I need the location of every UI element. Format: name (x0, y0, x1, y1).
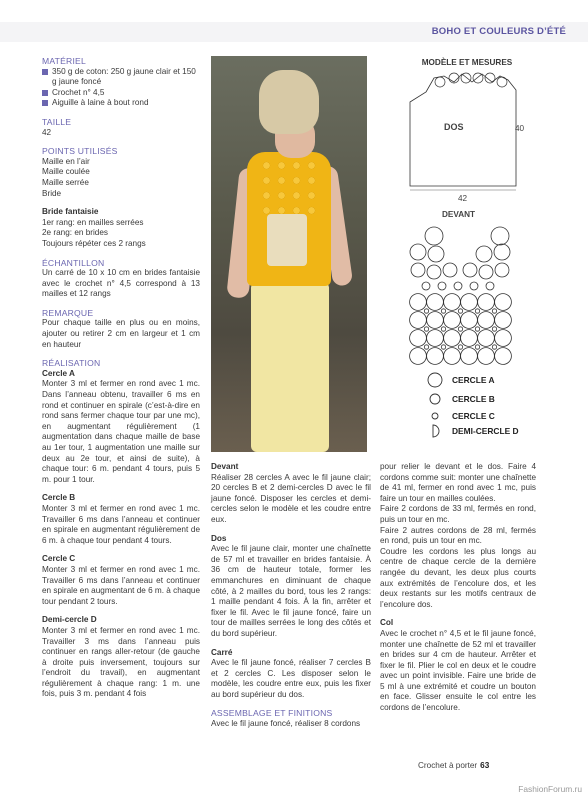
carre-heading: Carré (211, 647, 233, 657)
devant-circle (492, 309, 496, 313)
devant-circle (461, 294, 478, 311)
devant-circle (441, 327, 445, 331)
devant-circle (475, 309, 479, 313)
devant-circle (428, 246, 444, 262)
devant-circle (410, 348, 427, 365)
devant-circle (427, 348, 444, 365)
devant-text: Réaliser 28 cercles A avec le fil jaune clair; 20 cercles B et 2 demi-cercles D avec le fil jaune foncé. Disposer les cercles et demi-cercles selon le modèle et les coudre entre eux. (211, 472, 371, 524)
devant-circle (444, 294, 461, 311)
point-item: Maille en l’air (42, 156, 90, 166)
echantillon-heading: ÉCHANTILLON (42, 257, 105, 268)
devant-circle (495, 294, 512, 311)
height-label: 40 (515, 124, 525, 133)
devant-circle (424, 345, 428, 349)
realisation-heading: RÉALISATION (42, 358, 101, 369)
dos-text: Avec le fil jaune clair, monter une chaînette de 57 ml et travailler en brides fantaisie. À 36 cm de hauteur totale, former les emmanchures en diminuant de chaque côté, à 2 mailles du bord, tous les 2 rangs: 1 maille pendant 4 fois. À la fin, arrêter et fixer le fil. Avec le fil jaune foncé, faire un tour de mailles serrées le long des côtés et du bord supérieur. (211, 544, 371, 638)
magazine-name: Crochet à porter (418, 761, 478, 770)
point-item: Maille serrée (42, 177, 89, 187)
width-label: 42 (458, 194, 468, 203)
point-item: Bride (42, 188, 62, 198)
devant-circle (427, 312, 444, 329)
legend-cercle-a: CERCLE A (426, 372, 495, 388)
devant-circle (495, 312, 512, 329)
materiel-item: Crochet n° 4,5 (42, 88, 200, 99)
devant-circle (463, 263, 477, 277)
page-number: 63 (480, 761, 490, 770)
remarque-text: Pour chaque taille en plus ou en moins, ajouter ou retirer 2 cm en largeur et 1 cm en hauteur (42, 318, 200, 349)
point-item: Maille coulée (42, 167, 90, 177)
dos-top-circles (435, 73, 507, 87)
carre-text: Avec le fil jaune foncé, réaliser 7 cercles B et 2 cercles C. Les disposer selon le modèle, les coudre entre eux, puis les fixer au bord supérieur du dos. (211, 658, 371, 699)
devant-circles (410, 227, 512, 364)
bride-line: 1er rang: en mailles serrées (42, 217, 144, 227)
points-heading: POINTS UTILISÉS (42, 146, 118, 157)
devant-circle (441, 345, 445, 349)
devant-circle (458, 345, 462, 349)
right-column (380, 462, 536, 714)
photo-pants (251, 282, 329, 452)
devant-circle (486, 282, 494, 290)
left-column (42, 56, 200, 700)
bullet-square-icon (42, 69, 48, 75)
cercle-c-text: Monter 3 ml et fermer en rond avec 1 mc. Travailler 6 ms dans l’anneau et continuer en spirale en augmentant de 6 m. à chaque tour pendant 2 tours. (42, 564, 200, 606)
cordons-33-text: Faire 2 cordons de 33 ml, fermés en rond, puis un tour en mc. (380, 504, 536, 524)
devant-circle (443, 263, 457, 277)
devant-circle (479, 265, 493, 279)
materiel-item: Aiguille à laine à bout rond (42, 98, 200, 109)
col-text: Avec le crochet n° 4,5 et le fil jaune foncé, monter une chaînette de 52 ml et travailler en brides sur 4 cm de hauteur. Arrêter et fixer le fil. Plier le col en deux et le coudre avec un point invisible. Faire une bride de 5 ml à une extrémité et coudre un bouton en face. Glisser ensuite le col entre les cordons de l’encolure. (380, 628, 536, 713)
devant-circle (458, 309, 462, 313)
assemblage-heading: ASSEMBLAGE ET FINITIONS (211, 708, 333, 719)
devant-circle (411, 263, 425, 277)
devant-circle (495, 263, 509, 277)
devant-circle (461, 348, 478, 365)
circle-medium-icon (427, 391, 443, 407)
devant-circle (461, 330, 478, 347)
page-footer (418, 761, 489, 770)
devant-circle (410, 330, 427, 347)
photo-shirt-print (267, 214, 307, 266)
cordons-28-text: Faire 2 autres cordons de 28 ml, fermés en rond, puis un tour en mc. (380, 525, 536, 546)
devant-circle (444, 312, 461, 329)
devant-circle (454, 282, 462, 290)
col-heading: Col (380, 618, 394, 628)
devant-circle (491, 227, 509, 245)
bullet-square-icon (42, 90, 48, 96)
bride-line: 2e rang: en brides (42, 228, 108, 238)
half-circle-icon (427, 423, 443, 439)
materiel-item: 350 g de coton: 250 g jaune clair et 150 g jaune foncé (42, 67, 200, 88)
devant-label: DEVANT (442, 210, 476, 219)
circle-large-icon (427, 372, 443, 388)
cercle-a-heading: Cercle A (42, 368, 75, 378)
devant-circle (427, 330, 444, 347)
taille-value: 42 (42, 127, 52, 137)
devant-heading: Devant (211, 462, 239, 471)
legend-demi-cercle-d: DEMI-CERCLE D (426, 423, 519, 439)
assemblage-text: Avec le fil jaune foncé, réaliser 8 cordons (211, 719, 361, 729)
devant-circle (410, 294, 427, 311)
cercle-b-heading: Cercle B (42, 493, 76, 503)
taille-heading: TAILLE (42, 116, 72, 127)
coudre-text: Coudre les cordons les plus longs au centre de chaque cercle de la dernière rangée du devant, les deux plus courts aux extrémités de l’encolure dos, et les deux restants sur les motifs centraux de l’encolure dos. (380, 546, 536, 609)
devant-circle (475, 327, 479, 331)
legend-cercle-b: CERCLE B (426, 391, 495, 407)
devant-circle (427, 294, 444, 311)
devant-circle (478, 348, 495, 365)
devant-circle (494, 244, 510, 260)
cercle-b-text: Monter 3 ml et fermer en rond avec 1 mc. Travailler 6 ms dans l’anneau et continuer en spirale en augmentant régulièrement de 6 m. à chaque tour pendant 4 tours. (42, 503, 200, 545)
demi-cercle-heading: Demi-cercle D (42, 615, 97, 625)
devant-circle (410, 312, 427, 329)
circle-small-icon (427, 408, 443, 424)
devant-circle (441, 309, 445, 313)
pattern-diagram (404, 56, 554, 446)
watermark: FashionForum.ru (518, 784, 582, 794)
dos-label: DOS (444, 122, 464, 132)
bride-heading: Bride fantaisie (42, 207, 99, 217)
bride-line: Toujours répéter ces 2 rangs (42, 238, 146, 248)
devant-circle (458, 327, 462, 331)
devant-circle (424, 327, 428, 331)
devant-circle (478, 330, 495, 347)
devant-circle (444, 348, 461, 365)
cercle-a-text: Monter 3 ml et fermer en rond avec 1 mc. Dans l’anneau obtenu, travailler 6 ms en rond et continuer en spirale (c’est-à-dire en rond sans fermer chaque tour par une mc), en augmentant régulièrement (1 augmentation dans chaque maille de base au 1er tour, 1 augmentation une maille sur deux au 2e tour, et ainsi de suite), à chaque tour: 6 m. pendant 4 tours, puis 5 m. pour 1 tour. (42, 379, 200, 484)
legend-cercle-c: CERCLE C (426, 408, 495, 424)
diagram-title: MODÈLE ET MESURES (421, 58, 513, 67)
devant-circle (476, 246, 492, 262)
echantillon-text: Un carré de 10 x 10 cm en brides fantaisie avec le crochet n° 4,5 correspond à 13 mailles et 12 rangs (42, 268, 200, 299)
devant-circle (492, 327, 496, 331)
devant-circle (461, 312, 478, 329)
devant-circle (422, 282, 430, 290)
middle-column (211, 462, 371, 730)
devant-circle (427, 265, 441, 279)
cercle-c-heading: Cercle C (42, 554, 76, 564)
devant-circle (495, 330, 512, 347)
devant-circle (438, 282, 446, 290)
devant-circle (475, 345, 479, 349)
devant-circle (424, 309, 428, 313)
photo-hair (259, 70, 319, 134)
devant-circle (478, 312, 495, 329)
assemblage-continued: pour relier le devant et le dos. Faire 4 cordons comme suit: monter une chaînette de 41 ml, fermer en rond avec 1 mc, puis faire un tour en mailles coulées. (380, 462, 536, 503)
devant-circle (492, 345, 496, 349)
materiel-heading: MATÉRIEL (42, 56, 86, 66)
demi-cercle-text: Monter 3 ml et fermer en rond avec 1 mc. Travailler 3 ms dans l’anneau puis continuer en rangs aller-retour (de gauche à droite puis inversement, toujours sur l’endroit du travail), en augmentant régulièrement à chaque rang: 1 m. une fois, puis 3 m. pendant 4 fois (42, 625, 200, 699)
dos-heading: Dos (211, 533, 227, 543)
devant-circle (410, 244, 426, 260)
model-photo (211, 56, 367, 452)
devant-circle (425, 227, 443, 245)
photo-lace-pattern (259, 158, 319, 216)
devant-circle (444, 330, 461, 347)
devant-circle (495, 348, 512, 365)
devant-circle (470, 282, 478, 290)
bullet-square-icon (42, 100, 48, 106)
devant-circle (478, 294, 495, 311)
section-title: BOHO ET COULEURS D’ÉTÉ (431, 26, 566, 37)
remarque-heading: REMARQUE (42, 307, 94, 318)
